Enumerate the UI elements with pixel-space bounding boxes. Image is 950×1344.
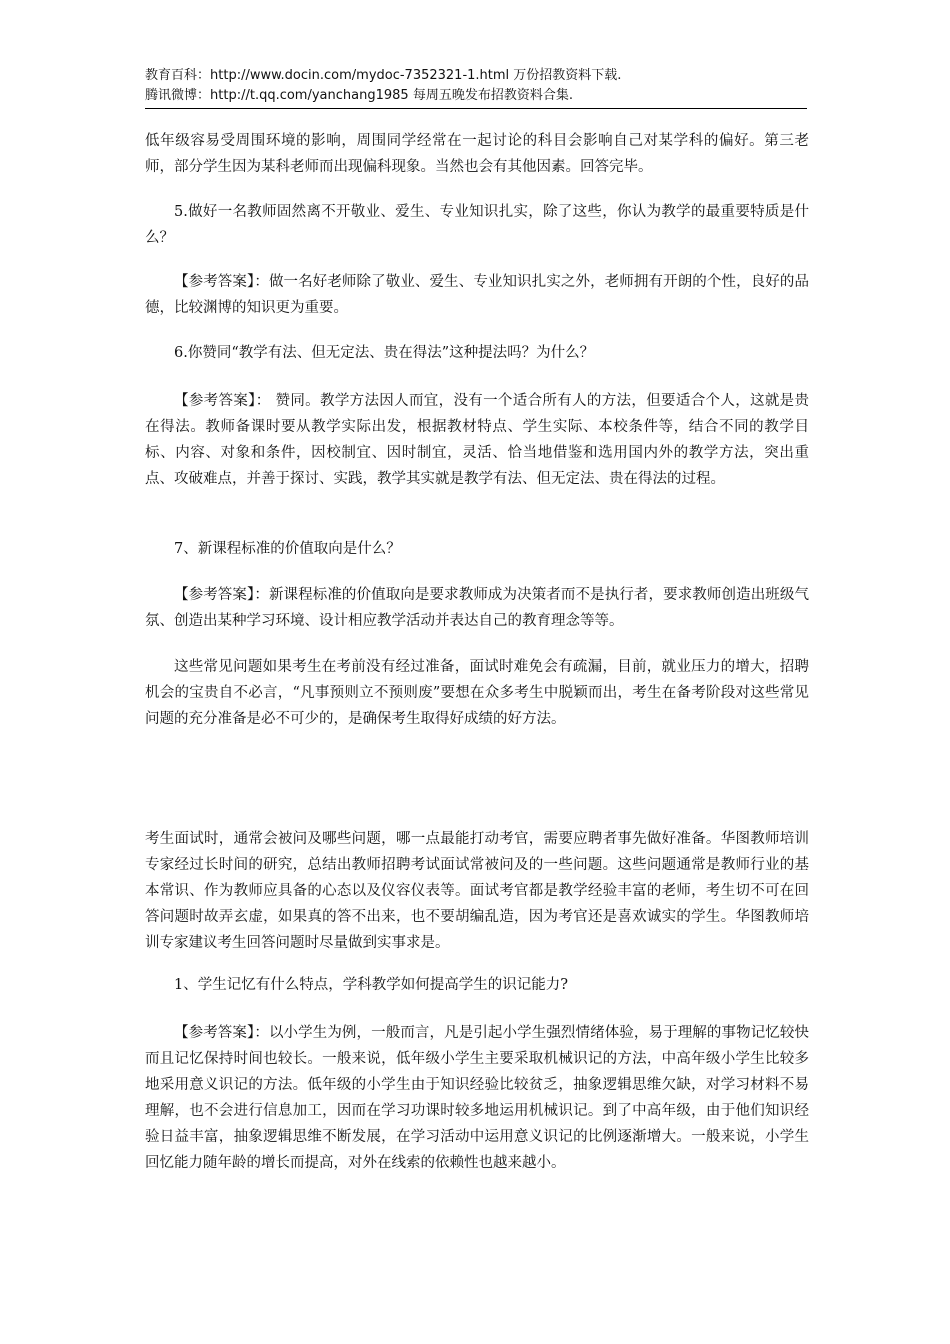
weibo-link[interactable]: http://t.qq.com/yanchang1985 [210, 88, 409, 103]
summary-paragraph: 这些常见问题如果考生在考前没有经过准备，面试时难免会有疏漏，目前，就业压力的增大，招聘机会的宝贵自不必言，“凡事预则立不预则废”要想在众多考生中脱颖而出，考生在备考阶段对这些常见问题的充分准备是必不可少的，是确保考生取得好成绩的好方法。 [145, 659, 809, 727]
answer-1-text: ：以小学生为例，一般而言，凡是引起小学生强烈情绪体验，易于理解的事物记忆较快而且记忆保持时间也较长。一般来说，低年级小学生主要采取机械识记的方法，中高年级小学生比较多地采用意义识记的方法。低年级的小学生由于知识经验比较贫乏，抽象逻辑思维欠缺，对学习材料不易理解，也不会进行信息加工，因而在学习功课时较多地运用机械识记。到了中高年级，由于他们知识经验日益丰富，抽象逻辑思维不断发展，在学习活动中运用意义识记的比例逐渐增大。一般来说，小学生回忆能力随年龄的增长而提高，对外在线索的依赖性也越来越小。 [145, 1025, 809, 1171]
answer-1 [145, 1020, 809, 1176]
answer-6 [145, 388, 809, 492]
header-label-docin: 教育百科： [145, 68, 211, 83]
header-divider [145, 108, 807, 109]
question-6: 6.你赞同“教学有法、但无定法、贵在得法”这种提法吗？为什么？ [174, 345, 595, 361]
answer-6-text: ： 赞同。教学方法因人而宜，没有一个适合所有人的方法，但要适合个人，这就是贵在得法。教师备课时要从教学实际出发，根据教材特点、学生实际、本校条件等，结合不同的教学目标、内容、对象和条件，因校制宜、因时制宜，灵活、恰当地借鉴和选用国内外的教学方法，突出重点、攻破难点，并善于探讨、实践，教学其实就是教学有法、但无定法、贵在得法的过程。 [145, 393, 810, 487]
answer-7-text: ：新课程标准的价值取向是要求教师成为决策者而不是执行者，要求教师创造出班级气氛、创造出某种学习环境、设计相应教学活动并表达自己的教育理念等等。 [145, 587, 809, 629]
page-header [145, 66, 807, 106]
paragraph-continuation: 低年级容易受周围环境的影响，周围同学经常在一起讨论的科目会影响自己对某学科的偏好。第三老师，部分学生因为某科老师而出现偏科现象。当然也会有其他因素。回答完毕。 [145, 133, 809, 175]
header-text-weibo: 每周五晚发布招教资料合集. [408, 88, 573, 103]
header-line-docin [145, 66, 807, 86]
answer-label: 【参考答案】 [174, 274, 255, 290]
question-7: 7、新课程标准的价值取向是什么？ [174, 541, 401, 557]
question-5: 5.做好一名教师固然离不开敬业、爱生、专业知识扎实，除了这些，你认为教学的最重要特质是什么？ [145, 204, 809, 246]
answer-7 [145, 582, 809, 634]
answer-5 [145, 269, 809, 321]
header-text-docin: 万份招教资料下载. [509, 68, 622, 83]
answer-label: 【参考答案】 [174, 1025, 255, 1041]
answer-label: 【参考答案】 [174, 587, 255, 603]
answer-5-text: ：做一名好老师除了敬业、爱生、专业知识扎实之外，老师拥有开朗的个性，良好的品德，比较渊博的知识更为重要。 [145, 274, 809, 316]
question-1: 1、学生记忆有什么特点，学科教学如何提高学生的识记能力? [174, 977, 568, 993]
intro-paragraph: 考生面试时，通常会被问及哪些问题，哪一点最能打动考官，需要应聘者事先做好准备。华图教师培训专家经过长时间的研究，总结出教师招聘考试面试常被问及的一些问题。这些问题通常是教师行业的基本常识、作为教师应具备的心态以及仪容仪表等。面试考官都是教学经验丰富的老师，考生切不可在回答问题时故弄玄虚，如果真的答不出来，也不要胡编乱造，因为考官还是喜欢诚实的学生。华图教师培训专家建议考生回答问题时尽量做到实事求是。 [145, 831, 809, 951]
docin-link[interactable]: http://www.docin.com/mydoc-7352321-1.html [210, 68, 510, 83]
header-line-weibo [145, 86, 807, 106]
answer-label: 【参考答案】 [174, 393, 256, 409]
header-label-weibo: 腾讯微博： [145, 88, 211, 103]
